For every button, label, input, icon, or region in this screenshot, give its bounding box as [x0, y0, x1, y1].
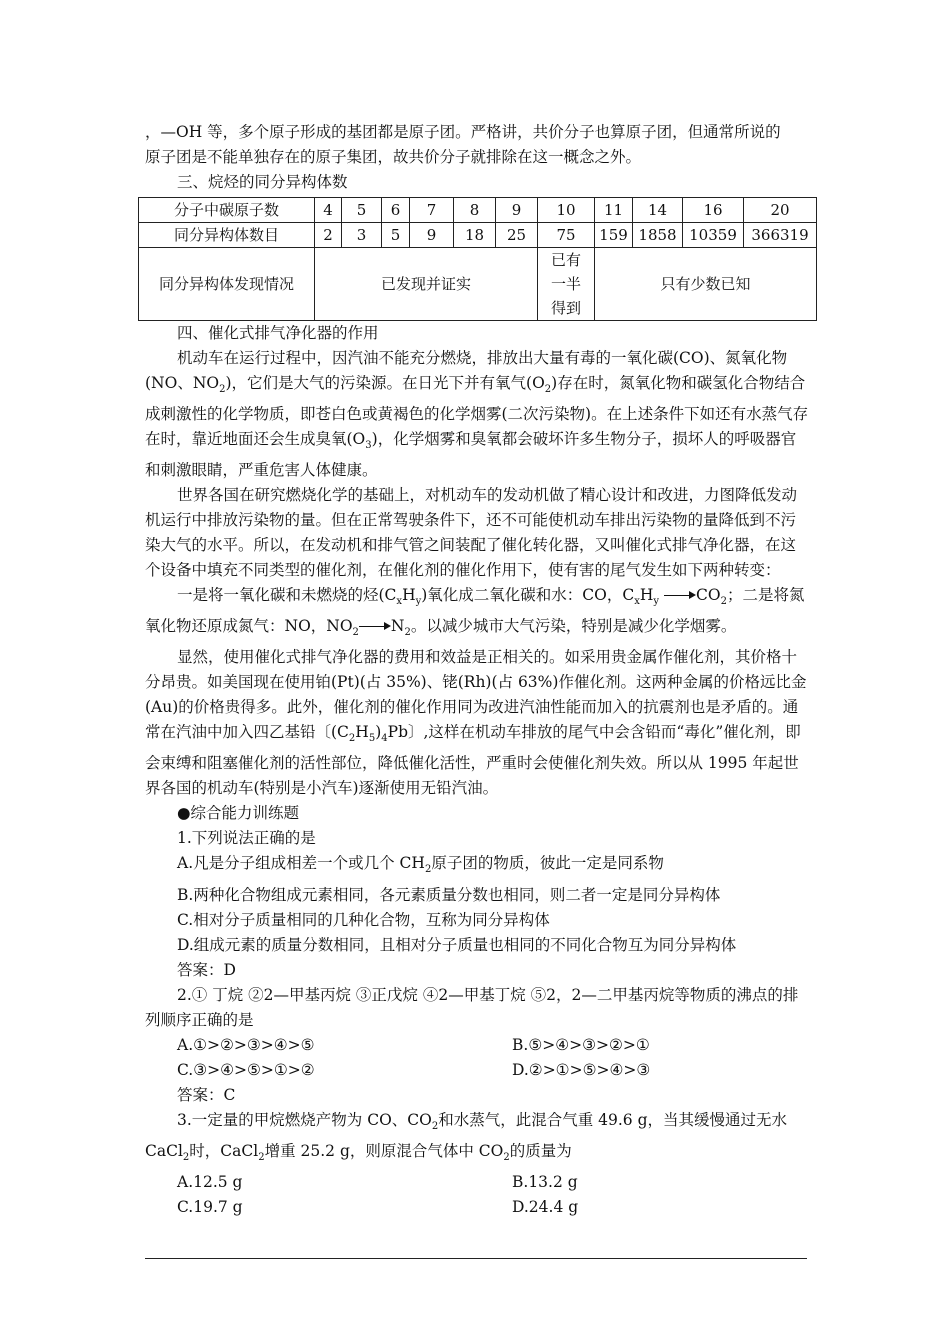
q3-options-row-2 — [145, 1195, 810, 1220]
footer-divider — [145, 1258, 807, 1259]
table-cell: 3 — [342, 223, 382, 248]
reaction-arrow-icon — [664, 590, 696, 602]
table-cell: 8 — [454, 198, 496, 223]
q1-option-c: C.相对分子质量相同的几种化合物，互称为同分异构体 — [177, 910, 550, 929]
intro-line-2: 原子团是不能单独存在的原子集团，故共价分子就排除在这一概念之外。 — [145, 148, 642, 166]
exercises-heading: ●综合能力训练题 — [177, 804, 300, 823]
table-cell: 2 — [315, 223, 342, 248]
table-cell: 10 — [538, 198, 595, 223]
table-cell: 25 — [496, 223, 538, 248]
row-label: 同分异构体发现情况 — [139, 248, 315, 321]
q2-option-b: B.⑤>④>③>②>① — [512, 1035, 650, 1054]
q1-option-d: D.组成元素的质量分数相同，且相对分子质量也相同的不同化合物互为同分异构体 — [177, 935, 737, 954]
q2-options-row-1 — [145, 1033, 810, 1058]
carbon-number-row — [139, 198, 817, 223]
found-confirmed-cell: 已发现并证实 — [315, 248, 538, 321]
section-4-title: 四、催化式排气净化器的作用 — [177, 324, 379, 342]
q3-option-d: D.24.4 g — [512, 1197, 579, 1216]
q3-option-a: A.12.5 g — [177, 1172, 243, 1191]
paragraph-pollution: 机动车在运行过程中，因汽油不能充分燃烧，排放出大量有毒的一氧化碳(CO)、氮氧化物(NO、$NO_2$)，它们是大气的污染源。在日光下并有氧气$(O_2)$存在时，氮氧化物和碳氢化合物结合成刺激性的化学物质，即苍白色或黄褐色的化学烟雾(二次污染物)。在上述条件下如还有水蒸气存在时，靠近地面还会生成臭氧$(O_3)$，化学烟雾和臭氧都会破坏许多生物分子，损坏人的呼吸器官和刺激眼睛，严重危害人体健康。 — [145, 349, 809, 480]
table-cell: 5 — [342, 198, 382, 223]
table-cell: 20 — [744, 198, 817, 223]
section-3-title: 三、烷烃的同分异构体数 — [177, 173, 348, 191]
paragraph-reactions: 一是将一氧化碳和未燃烧的烃$(C_xH_y)$氧化成二氧化碳和水：CO，$C_xH_y$ $CO_2$；二是将氮氧化物还原成氮气：NO，$NO_2$ $N_2$。以减少城市大气污染，特别是减少化学烟雾。 — [145, 586, 805, 639]
q2-option-d: D.②>①>⑤>④>③ — [512, 1060, 651, 1079]
document-page — [145, 120, 810, 1220]
q1-option-a: A.凡是分子组成相差一个或几个 $CH_2$原子团的物质，彼此一定是同系物 — [177, 854, 664, 876]
isomer-count-table — [138, 197, 817, 321]
reaction-arrow-icon — [359, 621, 391, 633]
q3-options-row-1 — [145, 1170, 810, 1195]
q2-stem: 2.① 丁烷 ②2—甲基丙烷 ③正戊烷 ④2—甲基丁烷 ⑤2，2—二甲基丙烷等物质的沸点的排列顺序正确的是 — [145, 985, 799, 1029]
table-cell: 366319 — [744, 223, 817, 248]
q2-options-row-2 — [145, 1058, 810, 1083]
q3-stem: 3.一定量的甲烷燃烧产物为 CO、$CO_2$和水蒸气，此混合气重 49.6 g，当其缓慢通过无水 CaCl$_2$时，CaCl$_2$增重 25.2 g，则原混合气体中 $CO_2$的质量为 — [145, 1110, 788, 1163]
table-cell: 7 — [410, 198, 454, 223]
table-cell: 1858 — [633, 223, 683, 248]
paragraph-converter: 世界各国在研究燃烧化学的基础上，对机动车的发动机做了精心设计和改进，力图降低发动机运行中排放污染物的量。但在正常驾驶条件下，还不可能使机动车排出污染物的量降低到不污染大气的水平。所以，在发动机和排气管之间装配了催化转化器，又叫催化式排气净化器，在这个设备中填充不同类型的催化剂，在催化剂的催化作用下，使有害的尾气发生如下两种转变： — [145, 486, 798, 580]
table-cell: 18 — [454, 223, 496, 248]
q2-option-c: C.③>④>⑤>①>② — [177, 1060, 315, 1079]
row-label: 同分异构体数目 — [139, 223, 315, 248]
table-cell: 11 — [595, 198, 633, 223]
q1-stem: 1.下列说法正确的是 — [177, 829, 316, 848]
few-known-cell: 只有少数已知 — [595, 248, 817, 321]
q2-answer: 答案：C — [177, 1085, 236, 1104]
table-cell: 159 — [595, 223, 633, 248]
q3-option-b: B.13.2 g — [512, 1172, 578, 1191]
table-cell: 9 — [496, 198, 538, 223]
q3-option-c: C.19.7 g — [177, 1197, 243, 1216]
table-cell: 6 — [382, 198, 410, 223]
q2-option-a: A.①>②>③>④>⑤ — [177, 1035, 315, 1054]
discovery-status-row — [139, 248, 817, 321]
table-cell: 5 — [382, 223, 410, 248]
table-cell: 75 — [538, 223, 595, 248]
row-label: 分子中碳原子数 — [139, 198, 315, 223]
paragraph-cost: 显然，使用催化式排气净化器的费用和效益是正相关的。如采用贵金属作催化剂，其价格十分昂贵。如美国现在使用铂(Pt)(占 35%)、铑(Rh)(占 63%)作催化剂。这两种金属的价格远比金(Au)的价格贵得多。此外，催化剂的催化作用同为改进汽油性能而加入的抗震剂也是矛盾的。通常在汽油中加入四乙基铅〔$(C_2H_5)_4Pb$〕,这样在机动车排放的尾气中会含铅而“毒化”催化剂，即会束缚和阻塞催化剂的活性部位，降低催化活性，严重时会使催化剂失效。所以从 1995 年起世界各国的机动车(特别是小汽车)逐渐使用无铅汽油。 — [145, 648, 807, 798]
table-cell: 9 — [410, 223, 454, 248]
intro-line-1: ，—OH 等，多个原子形成的基团都是原子团。严格讲，共价分子也算原子团，但通常所说的 — [145, 123, 781, 141]
table-cell: 10359 — [683, 223, 744, 248]
half-found-cell: 已有一半得到 — [538, 248, 595, 321]
table-cell: 4 — [315, 198, 342, 223]
q1-answer: 答案：D — [177, 960, 236, 979]
q1-option-b: B.两种化合物组成元素相同，各元素质量分数也相同，则二者一定是同分异构体 — [177, 885, 721, 904]
table-cell: 16 — [683, 198, 744, 223]
table-cell: 14 — [633, 198, 683, 223]
isomer-count-row — [139, 223, 817, 248]
